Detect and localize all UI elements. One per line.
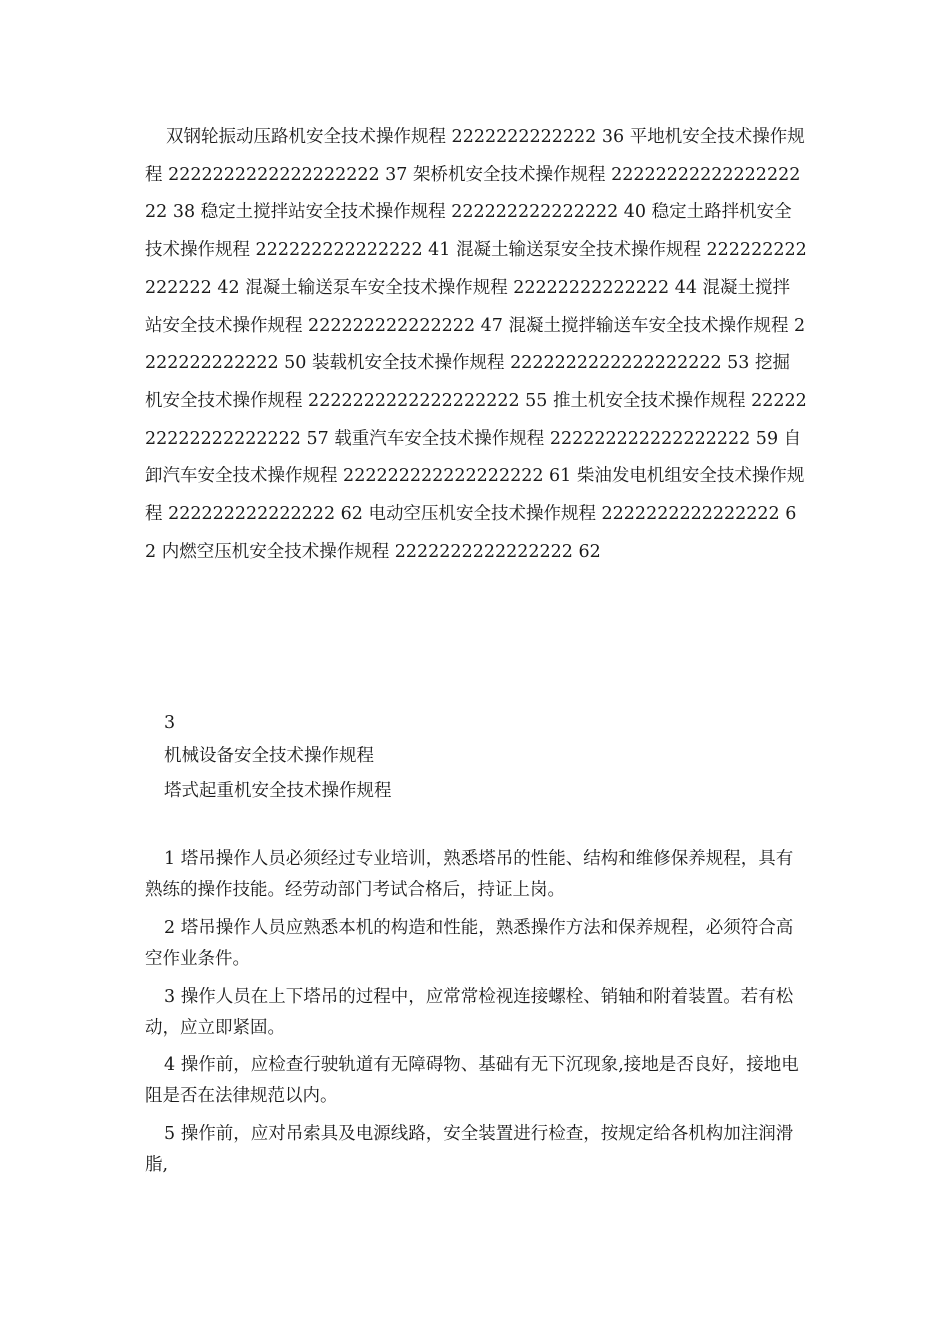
paragraph-4: 4 操作前，应检查行驶轨道有无障碍物、基础有无下沉现象,接地是否良好，接地电阻是否在法律规范以内。 — [145, 1055, 799, 1107]
document-title: 机械设备安全技术操作规程 — [164, 746, 374, 766]
paragraph-5: 5 操作前，应对吊索具及电源线路，安全装置进行检查，按规定给各机构加注润滑脂, — [145, 1124, 794, 1176]
paragraph-3: 3 操作人员在上下塔吊的过程中，应常常检视连接螺栓、销轴和附着装置。若有松动，应立即紧固。 — [145, 986, 794, 1038]
section-title: 塔式起重机安全技术操作规程 — [164, 781, 392, 801]
section-body — [145, 844, 807, 1188]
table-of-contents: 双钢轮振动压路机安全技术操作规程 2222222222222 36 平地机安全技术操作规程 2222222222222222222 37 架桥机安全技术操作规程 2222222222222222222 38 稳定土搅拌站安全技术操作规程 222222222222222 40 稳定土路拌机安全技术操作规程 222222222222222 41 混凝土输送泵安全技术操作规程 222222222222222 42 混凝土输送泵车安全技术操作规程 22222222222222 44 混凝土搅拌站安全技术操作规程 222222222222222 47 混凝土搅拌输送车安全技术操作规程 2222222222222 50 装载机安全技术操作规程 2222222222222222222 53 挖掘机安全技术操作规程 2222222222222222222 55 推土机安全技术操作规程 2222222222222222222 57 载重汽车安全技术操作规程 222222222222222222 59 自卸汽车安全技术操作规程 222222222222222222 61 柴油发电机组安全技术操作规程 222222222222222 62 电动空压机安全技术操作规程 2222222222222222 62 内燃空压机安全技术操作规程 2222222222222222 62 — [145, 127, 807, 562]
page-number: 3 — [164, 713, 176, 733]
paragraph-2: 2 塔吊操作人员应熟悉本机的构造和性能，熟悉操作方法和保养规程，必须符合高空作业条件。 — [145, 917, 794, 969]
paragraph-1: 1 塔吊操作人员必须经过专业培训，熟悉塔吊的性能、结构和维修保养规程，具有熟练的操作技能。经劳动部门考试合格后，持证上岗。 — [145, 849, 794, 900]
